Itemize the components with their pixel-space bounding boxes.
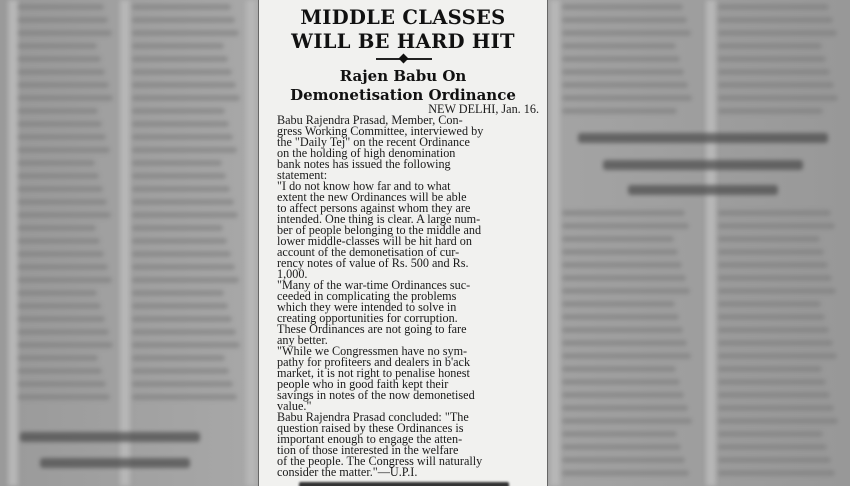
blurred-text-line [718,236,820,242]
article-line: which they were intended to solve in [277,300,457,314]
blurred-text-line [562,314,679,320]
blurred-text-line [562,366,676,372]
blurred-text-line [132,4,231,10]
article-line: ceeded in complicating the problems [277,289,457,303]
subheadline-line-1: Rajen Babu On [339,67,467,85]
article-line: 1,000. [277,267,308,281]
blurred-text-line [18,134,106,140]
article-line: question raised by these Ordinances is [277,421,464,435]
article-line: account of the demonetisation of cur- [277,245,460,259]
blurred-text-line [132,342,240,348]
headline-ornament [376,58,432,60]
blurred-text-line [132,173,226,179]
blurred-text-line [718,30,837,36]
headline-line-1: MIDDLE CLASSES [300,6,506,29]
article-line: people who in good faith kept their [277,377,449,391]
blurred-text-line [718,314,825,320]
blurred-text-line [18,316,105,322]
blurred-text-line [132,368,229,374]
blurred-text-line [18,173,99,179]
blurred-text-line [132,329,236,335]
blurred-text-line [18,147,110,153]
blurred-text-line [562,418,692,424]
article-line: extent the new Ordinances will be able [277,190,467,204]
article-line: ber of people belonging to the middle and [277,223,482,237]
blurred-text-line [718,340,833,346]
blurred-text-line [132,251,231,257]
blurred-text-line [718,470,835,476]
blurred-text-line [132,394,237,400]
blurred-text-line [718,82,834,88]
article-line: on the holding of high denomination [277,146,456,160]
article-line: the "Daily Tej" on the recent Ordinance [277,135,470,149]
blurred-text-line [18,56,101,62]
blurred-text-line [18,69,105,75]
blurred-text-line [132,69,232,75]
blurred-text-line [18,355,98,361]
blurred-text-line [132,17,235,23]
blurred-text-line [718,379,826,385]
blurred-text-line [132,303,228,309]
blurred-text-line [562,108,677,114]
blurred-text-line [18,160,95,166]
blurred-text-line [18,4,104,10]
blurred-text-line [562,470,689,476]
blurred-headline [578,133,828,143]
blurred-text-line [562,301,675,307]
blurred-text-line [718,275,832,281]
blurred-text-line [562,223,689,229]
blurred-text-line [18,199,107,205]
blurred-text-line [718,223,835,229]
blurred-text-line [18,238,100,244]
blurred-text-line [132,277,239,283]
blurred-text-line [132,316,232,322]
article-line: pathy for profiteers and dealers in b'ack [277,355,471,369]
blurred-text-line [562,30,691,36]
blurred-text-line [562,431,677,437]
blurred-text-line [562,275,686,281]
article-line: "While we Congressmen have no sym- [277,344,468,358]
article-line: Babu Rajendra Prasad concluded: "The [277,410,469,424]
article-line: important enough to engage the atten- [277,432,463,446]
blurred-text-line [718,392,830,398]
blurred-text-line [718,210,831,216]
blurred-text-line [18,225,96,231]
blurred-text-line [562,210,685,216]
blurred-text-line [562,82,688,88]
article-line: savings in notes of the now demonetised [277,388,475,402]
blurred-text-line [132,290,224,296]
blurred-text-line [132,225,223,231]
blurred-text-line [132,82,236,88]
blurred-text-line [18,394,110,400]
article-line: value." [277,399,312,413]
blurred-text-line [18,342,113,348]
blurred-text-line [132,212,238,218]
newspaper-article [258,0,548,486]
blurred-text-line [718,43,822,49]
blurred-text-line [562,457,685,463]
blurred-text-line [562,4,683,10]
blurred-text-line [132,160,222,166]
blurred-text-line [18,290,97,296]
blurred-text-line [562,392,684,398]
blurred-text-line [562,56,680,62]
article-line: any better. [277,333,328,347]
blurred-text-line [132,186,230,192]
blurred-text-line [132,108,225,114]
article-line: market, it is not right to penalise honest [277,366,470,380]
blurred-text-line [18,277,112,283]
blurred-text-line [18,251,104,257]
article-line: Babu Rajendra Prasad, Member, Con- [277,113,463,127]
blurred-text-line [18,108,98,114]
blurred-text-line [718,4,829,10]
blurred-text-line [18,121,102,127]
headline-line-2: WILL BE HARD HIT [291,30,515,53]
blurred-text-line [18,186,103,192]
blurred-text-line [132,238,227,244]
blurred-text-line [18,82,109,88]
blurred-text-line [132,147,237,153]
blurred-text-line [18,381,106,387]
next-headline-fragment [299,482,509,486]
blurred-headline [40,458,190,468]
blurred-text-line [132,355,225,361]
blurred-text-line [18,30,112,36]
blurred-text-line [18,212,111,218]
blurred-text-line [132,43,224,49]
blurred-text-line [562,340,687,346]
article-line: "I do not know how far and to what [277,179,451,193]
blurred-text-line [718,108,823,114]
blurred-text-line [132,121,229,127]
blurred-text-line [132,134,233,140]
blurred-text-line [562,17,687,23]
article-line: gress Working Committee, interviewed by [277,124,484,138]
blurred-text-line [18,303,101,309]
blurred-text-line [562,444,681,450]
blurred-text-line [718,405,834,411]
blurred-text-line [562,43,676,49]
blurred-headline [603,160,803,170]
article-line: statement: [277,168,328,182]
blurred-headline [628,185,778,195]
article-line: tion of those interested in the welfare [277,443,459,457]
article-line: intended. One thing is clear. A large num- [277,212,481,226]
blurred-text-line [718,262,828,268]
blurred-text-line [718,366,822,372]
blurred-text-line [718,95,838,101]
blurred-text-line [718,431,823,437]
blurred-text-line [562,236,674,242]
blurred-text-line [132,56,228,62]
article-line: These Ordinances are not going to fare [277,322,467,336]
blurred-text-line [718,69,830,75]
blurred-text-line [18,43,97,49]
article-line: to affect persons against whom they are [277,201,471,215]
blurred-text-line [18,368,102,374]
blurred-text-line [718,353,837,359]
article-line: bank notes has issued the following [277,157,451,171]
blurred-text-line [18,329,109,335]
article-line: of the people. The Congress will naturally [277,454,483,468]
article-line: rency notes of value of Rs. 500 and Rs. [277,256,469,270]
blurred-text-line [718,17,833,23]
blurred-left-columns [0,0,258,486]
blurred-text-line [718,301,821,307]
blurred-text-line [562,69,684,75]
article-line: creating opportunities for corruption. [277,311,458,325]
blurred-text-line [132,95,240,101]
article-line: consider the matter."—U.P.I. [277,465,418,479]
subheadline-line-2: Demonetisation Ordinance [290,86,516,104]
blurred-text-line [562,405,688,411]
blurred-text-line [18,95,113,101]
article-line: "Many of the war-time Ordinances suc- [277,278,471,292]
article-line: NEW DELHI, Jan. 16. [428,102,539,116]
blurred-text-line [132,381,233,387]
blurred-text-line [562,249,678,255]
blurred-text-line [718,288,836,294]
blurred-text-line [562,288,690,294]
blurred-text-line [718,418,838,424]
blurred-text-line [718,249,824,255]
blurred-text-line [562,95,692,101]
blurred-text-line [562,262,682,268]
blurred-text-line [718,56,826,62]
blurred-text-line [562,327,683,333]
blurred-text-line [132,199,234,205]
blurred-text-line [718,327,829,333]
blurred-text-line [132,30,239,36]
blurred-text-line [132,264,235,270]
blurred-text-line [718,444,827,450]
blurred-headline [20,432,200,442]
article-line: lower middle-classes will be hit hard on [277,234,472,248]
blurred-text-line [562,379,680,385]
blurred-right-columns [548,0,850,486]
blurred-text-line [18,264,108,270]
blurred-text-line [718,457,831,463]
blurred-text-line [562,353,691,359]
blurred-text-line [18,17,108,23]
